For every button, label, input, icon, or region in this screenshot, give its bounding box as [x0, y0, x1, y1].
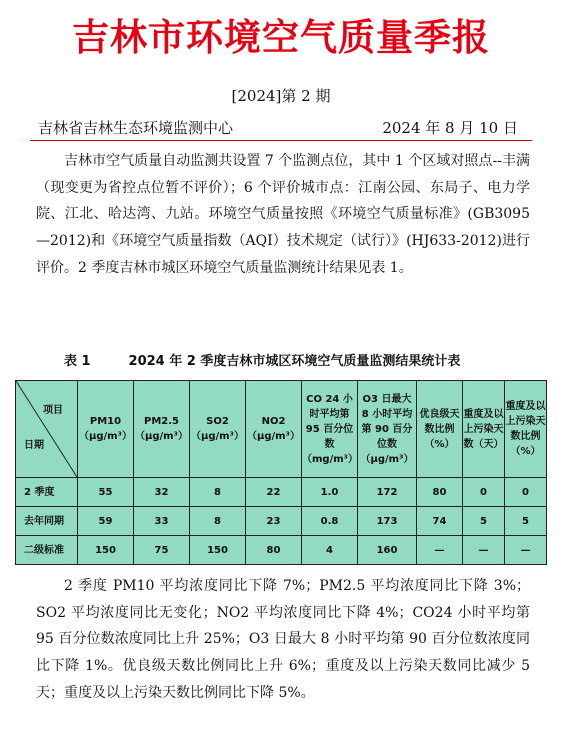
column-header: O3 日最大 8 小时平均第 90 百分位数（μg/m³） — [358, 381, 417, 478]
table-cell: 74 — [417, 507, 463, 536]
row-label: 二级标准 — [16, 536, 78, 565]
table-cell: 4 — [302, 536, 358, 565]
table-cell: 150 — [78, 536, 134, 565]
table-cell: 0 — [463, 478, 505, 507]
table-caption-text: 2024 年 2 季度吉林市城区环境空气质量监测结果统计表 — [128, 354, 461, 369]
table-header-row — [16, 381, 547, 478]
header-divider — [30, 140, 532, 141]
table-row — [16, 478, 547, 507]
corner-item-label: 项目 — [43, 405, 63, 416]
column-header: 优良级天数比例（%） — [417, 381, 463, 478]
table-cell: 0.8 — [302, 507, 358, 536]
table-cell: 172 — [358, 478, 417, 507]
table-caption — [36, 352, 530, 372]
column-header: 重度及以上污染天数（天） — [463, 381, 505, 478]
row-label: 去年同期 — [16, 507, 78, 536]
diagonal-divider — [16, 381, 77, 477]
corner-date-label: 日期 — [24, 440, 44, 451]
column-header: NO2（μg/m³） — [246, 381, 302, 478]
corner-header — [16, 381, 78, 478]
issuing-organization: 吉林省吉林生态环境监测中心 — [38, 119, 234, 137]
table-cell: — — [505, 536, 547, 565]
table-row — [16, 536, 547, 565]
table-cell: 5 — [463, 507, 505, 536]
table-cell: 75 — [134, 536, 190, 565]
table-cell: — — [417, 536, 463, 565]
table-cell: 0 — [505, 478, 547, 507]
table-cell: 160 — [358, 536, 417, 565]
table-cell: 5 — [505, 507, 547, 536]
table-cell: 80 — [417, 478, 463, 507]
report-title: 吉林市环境空气质量季报 — [72, 16, 490, 59]
table-cell: 23 — [246, 507, 302, 536]
intro-paragraph: 吉林市空气质量自动监测共设置 7 个监测点位，其中 1 个区域对照点--丰满（现变更为省控点位暂不评价）；6 个评价城市点：江南公园、东局子、电力学院、江北、哈达湾、九站。环境空气质量按照《环境空气质量标准》(GB3095—2012)和《环境空气质量指数（AQI）技术规定（试行）》(HJ633-2012)进行评价。2 季度吉林市城区环境空气质量监测统计结果见表 1。 — [36, 153, 530, 276]
summary-paragraph: 2 季度 PM10 平均浓度同比下降 7%；PM2.5 平均浓度同比下降 3%；SO2 平均浓度同比无变化；NO2 平均浓度同比下降 4%；CO24 小时平均第 95 百分位数浓度同比上升 25%；O3 日最大 8 小时平均第 90 百分位数浓度同比下降 1%。优良级天数比例同比上升 6%；重度及以上污染天数同比减少 5 天；重度及以上污染天数比例同比下降 5%。 — [36, 578, 530, 701]
table-cell: 173 — [358, 507, 417, 536]
column-header: 重度及以上污染天数比例（%） — [505, 381, 547, 478]
table-cell: 59 — [78, 507, 134, 536]
column-header: SO2（μg/m³） — [190, 381, 246, 478]
table-cell: 150 — [190, 536, 246, 565]
table-row — [16, 507, 547, 536]
table-cell: 22 — [246, 478, 302, 507]
table-cell: — — [463, 536, 505, 565]
table-cell: 80 — [246, 536, 302, 565]
table-cell: 1.0 — [302, 478, 358, 507]
table-cell: 55 — [78, 478, 134, 507]
issue-date: 2024 年 8 月 10 日 — [382, 119, 518, 137]
table-caption-number: 表 1 — [64, 354, 91, 369]
air-quality-table — [15, 380, 547, 565]
table-cell: 32 — [134, 478, 190, 507]
column-header: PM10（μg/m³） — [78, 381, 134, 478]
table-cell: 8 — [190, 478, 246, 507]
table-cell: 8 — [190, 507, 246, 536]
column-header: PM2.5（μg/m³） — [134, 381, 190, 478]
column-header: CO 24 小时平均第 95 百分位数（mg/m³） — [302, 381, 358, 478]
row-label: 2 季度 — [16, 478, 78, 507]
issue-number: [2024]第 2 期 — [231, 87, 331, 105]
table-cell: 33 — [134, 507, 190, 536]
